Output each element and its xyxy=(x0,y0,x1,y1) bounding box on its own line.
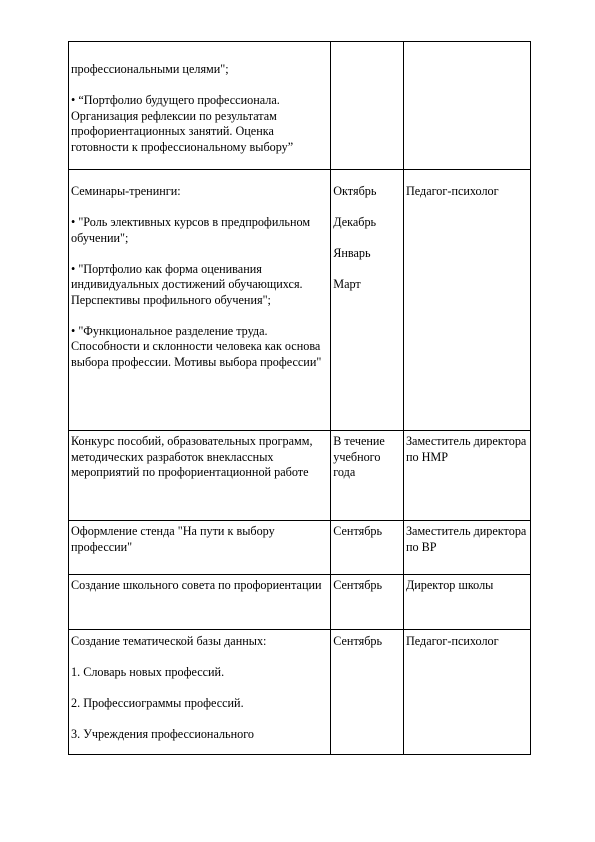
activity-cell xyxy=(69,575,331,630)
dates-cell xyxy=(331,42,404,170)
activity-text: Создание тематической базы данных: xyxy=(71,634,267,648)
date-text: Сентябрь xyxy=(333,578,383,592)
responsible-text: Заместитель директора по НМР xyxy=(405,434,527,464)
activity-text: • "Роль элективных курсов в предпрофильном обучении"; xyxy=(71,215,311,245)
plan-table xyxy=(68,41,531,755)
date-text: Январь xyxy=(333,246,371,260)
activity-text: 3. Учреждения профессионального xyxy=(71,727,255,741)
activity-text: • "Функциональное разделение труда. Способности и склонности человека как основа выбора профессии. Мотивы выбора профессии" xyxy=(71,323,322,369)
activity-text: Оформление стенда "На пути к выбору профессии" xyxy=(71,524,275,554)
responsible-cell xyxy=(403,521,530,575)
date-text: Сентябрь xyxy=(333,524,383,538)
activity-text: 2. Профессиограммы профессий. xyxy=(71,696,244,710)
table-row xyxy=(69,630,531,755)
table-row xyxy=(69,521,531,575)
responsible-text: Педагог-психолог xyxy=(405,184,499,198)
activity-text: Создание школьного совета по профориентации xyxy=(71,578,322,592)
responsible-cell xyxy=(403,42,530,170)
activity-text: профессиональными целями"; xyxy=(71,62,229,76)
responsible-cell xyxy=(403,170,530,431)
date-text: Сентябрь xyxy=(333,634,383,648)
activity-text: Семинары-тренинги: xyxy=(71,184,181,198)
responsible-cell xyxy=(403,431,530,521)
responsible-cell xyxy=(403,575,530,630)
dates-cell xyxy=(331,431,404,521)
table-row xyxy=(69,575,531,630)
dates-cell xyxy=(331,521,404,575)
date-text: Октябрь xyxy=(333,184,377,198)
activity-cell xyxy=(69,431,331,521)
date-text: Март xyxy=(333,277,361,291)
date-text: Декабрь xyxy=(333,215,377,229)
date-text: В течение учебного года xyxy=(333,434,385,479)
activity-cell xyxy=(69,521,331,575)
activity-cell xyxy=(69,170,331,431)
table-row xyxy=(69,42,531,170)
dates-cell xyxy=(331,170,404,431)
activity-text: Конкурс пособий, образовательных программ, методических разработок внеклассных мероприятий по профориентационной работе xyxy=(71,434,313,479)
responsible-text: Директор школы xyxy=(405,578,494,592)
activity-text: • "Портфолио как форма оценивания индивидуальных достижений обучающихся. Перспективы профильного обучения"; xyxy=(71,261,303,307)
activity-text: 1. Словарь новых профессий. xyxy=(71,665,225,679)
activity-cell xyxy=(69,630,331,755)
table-row xyxy=(69,170,531,431)
activity-text: • “Портфолио будущего профессионала. Организация рефлексии по результатам профориентационных занятий. Оценка готовности к профессиональному выбору” xyxy=(71,93,294,154)
activity-cell xyxy=(69,42,331,170)
dates-cell xyxy=(331,575,404,630)
dates-cell xyxy=(331,630,404,755)
responsible-text: Заместитель директора по ВР xyxy=(405,524,527,554)
table-row xyxy=(69,431,531,521)
responsible-cell xyxy=(403,630,530,755)
responsible-text: Педагог-психолог xyxy=(405,634,499,648)
